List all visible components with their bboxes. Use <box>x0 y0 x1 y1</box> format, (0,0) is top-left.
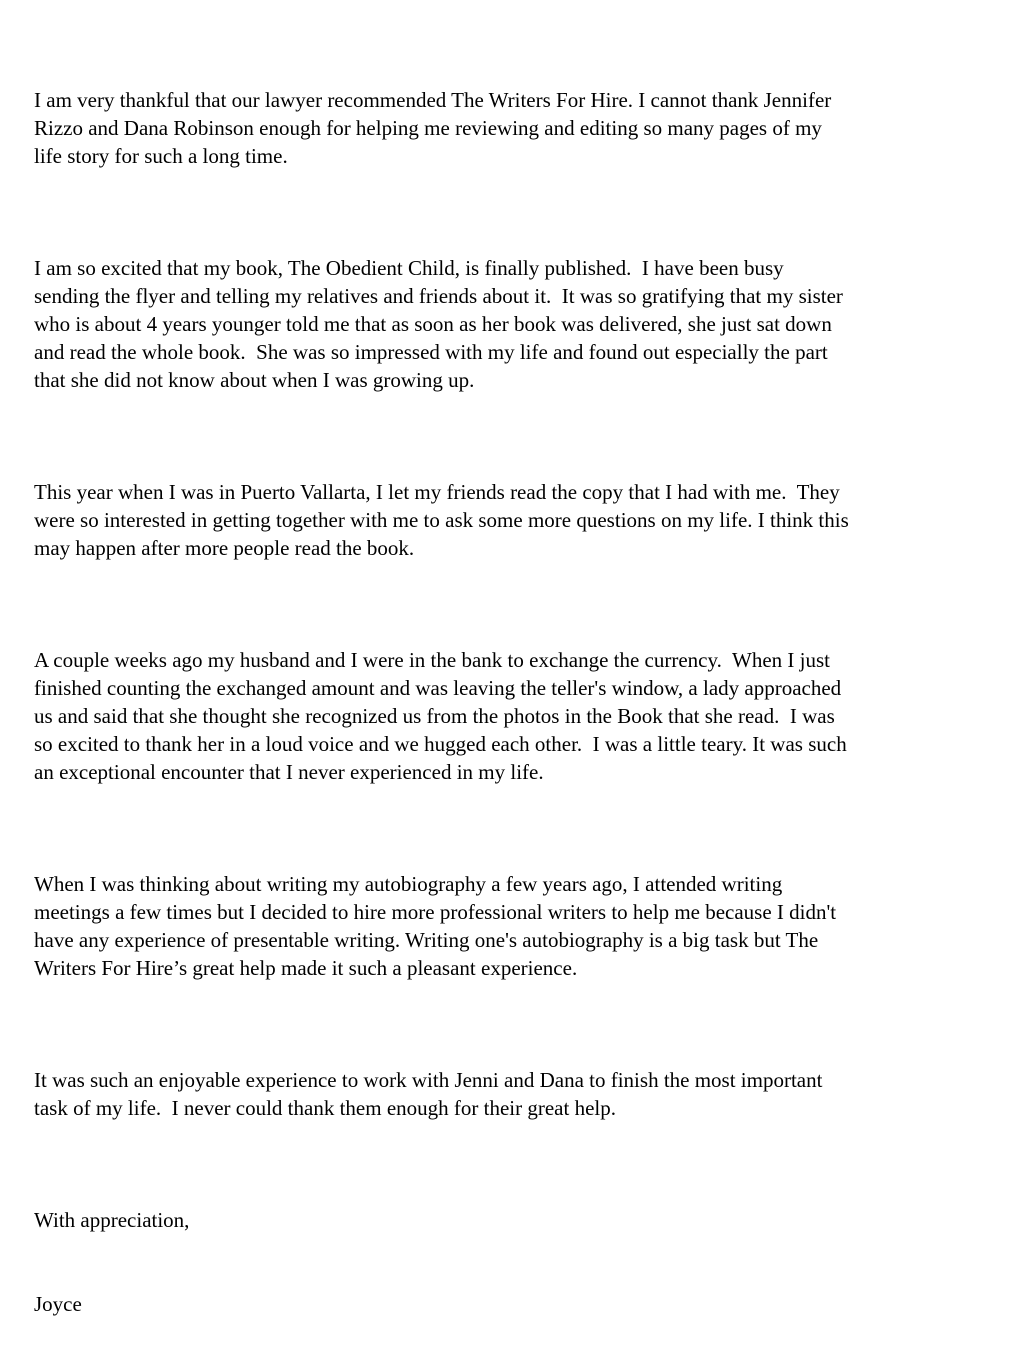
testimonial-letter <box>34 30 984 1346</box>
paragraph-puerto-vallarta: This year when I was in Puerto Vallarta, I let my friends read the copy that I had with me. They were so interested in getting together with me to ask some more questions on my life. I think this may happen after more people read the book. <box>34 480 849 560</box>
paragraph-thanks: I am very thankful that our lawyer recommended The Writers For Hire. I cannot thank Jennifer Rizzo and Dana Robinson enough for helping me reviewing and editing so many pages of my life story for such a long time. <box>34 88 832 168</box>
paragraph-enjoyable-experience: It was such an enjoyable experience to work with Jenni and Dana to finish the most important task of my life. I never could thank them enough for their great help. <box>34 1068 823 1120</box>
signature: Joyce <box>34 1292 82 1316</box>
paragraph-book-published: I am so excited that my book, The Obedient Child, is finally published. I have been busy sending the flyer and telling my relatives and friends about it. It was so gratifying that my sister who is about 4 years younger told me that as soon as her book was delivered, she just sat down and read the whole book. She was so impressed with my life and found out especially the part that she did not know about when I was growing up. <box>34 256 843 392</box>
paragraph-autobiography: When I was thinking about writing my autobiography a few years ago, I attended writing meetings a few times but I decided to hire more professional writers to help me because I didn't have any experience of presentable writing. Writing one's autobiography is a big task but The Writers For Hire’s great help made it such a pleasant experience. <box>34 872 837 980</box>
paragraph-bank-encounter: A couple weeks ago my husband and I were in the bank to exchange the currency. When I just finished counting the exchanged amount and was leaving the teller's window, a lady approached us and said that she thought she recognized us from the photos in the Book that she read. I was so excited to thank her in a loud voice and we hugged each other. I was a little teary. It was such an exceptional encounter that I never experienced in my life. <box>34 648 847 784</box>
closing-line: With appreciation, <box>34 1208 190 1232</box>
